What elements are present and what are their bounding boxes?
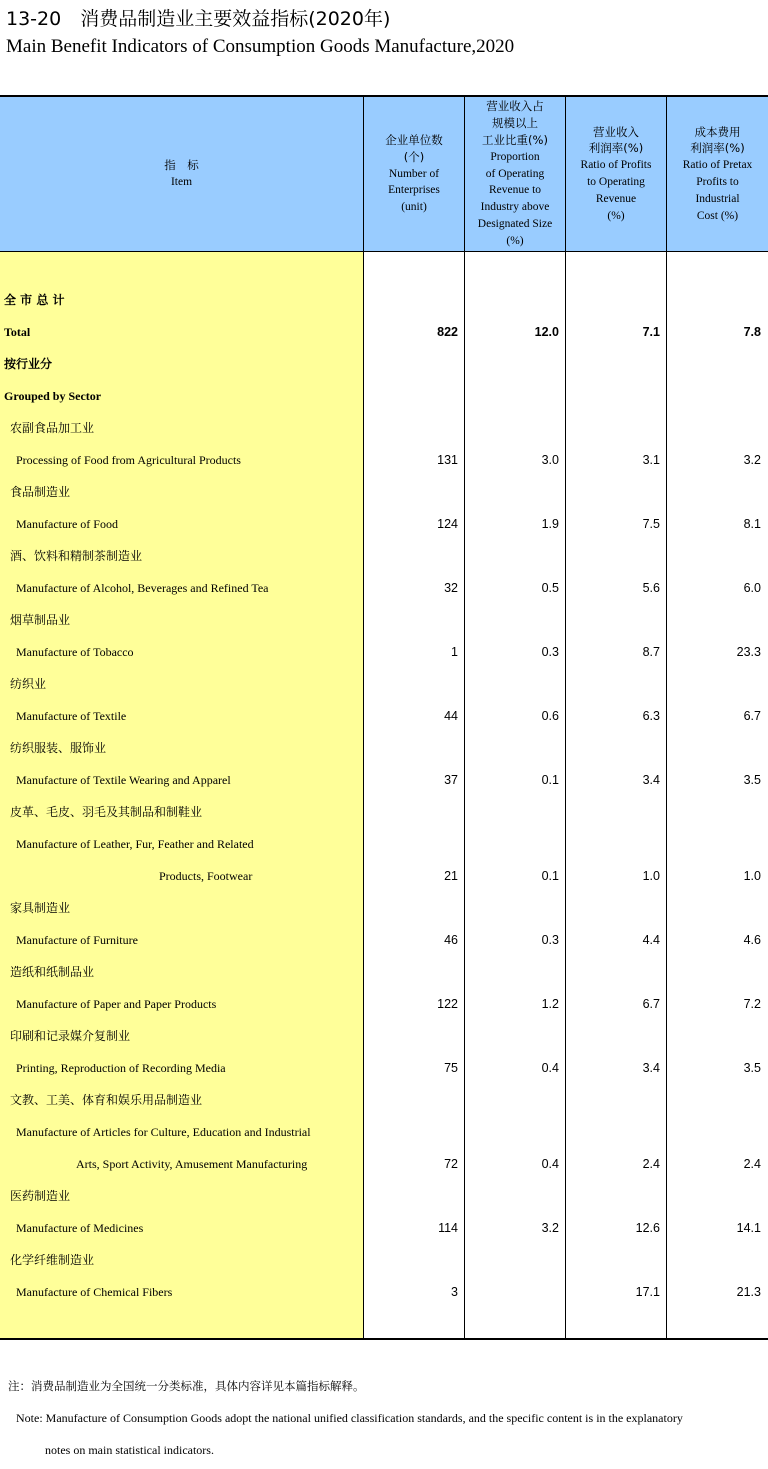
row-value: 8.7 <box>642 645 660 659</box>
row-label: Manufacture of Chemical Fibers <box>16 1285 173 1299</box>
row-value: 6.3 <box>642 709 660 723</box>
row-label: Printing, Reproduction of Recording Media <box>16 1061 226 1075</box>
row-value: 6.7 <box>642 997 660 1011</box>
table-row <box>0 1282 768 1302</box>
row-value: 3.5 <box>743 1061 761 1075</box>
row-value: 3 <box>451 1285 458 1299</box>
table-row <box>0 962 768 982</box>
table-row <box>0 930 768 950</box>
row-value: 21 <box>444 869 458 883</box>
row-label: Manufacture of Medicines <box>16 1221 144 1235</box>
row-value: 124 <box>437 517 458 531</box>
table-row <box>0 354 768 374</box>
row-value: 7.1 <box>642 325 660 339</box>
row-value: 7.8 <box>743 325 761 339</box>
row-value: 0.1 <box>541 773 559 787</box>
row-value: 0.6 <box>541 709 559 723</box>
row-label: 印刷和记录媒介复制业 <box>10 1029 131 1043</box>
row-value: 822 <box>437 325 458 339</box>
row-label: 农副食品加工业 <box>10 421 95 435</box>
table-row <box>0 642 768 662</box>
row-label: Manufacture of Textile Wearing and Apparel <box>16 773 231 787</box>
row-label: Manufacture of Leather, Fur, Feather and Related <box>16 837 254 851</box>
row-value: 3.2 <box>541 1221 559 1235</box>
table-row <box>0 834 768 854</box>
row-label: Grouped by Sector <box>4 389 102 403</box>
row-value: 37 <box>444 773 458 787</box>
row-label: Manufacture of Alcohol, Beverages and Refined Tea <box>16 581 269 595</box>
header-enterprises: 企业单位数 (个) Number of Enterprises (unit) <box>385 133 443 214</box>
table-row <box>0 866 768 886</box>
row-value: 3.1 <box>642 453 660 467</box>
table-row <box>0 1026 768 1046</box>
row-value: 7.5 <box>642 517 660 531</box>
row-value: 32 <box>444 581 458 595</box>
row-value: 3.2 <box>743 453 761 467</box>
row-value: 0.4 <box>541 1061 559 1075</box>
row-value: 44 <box>444 709 458 723</box>
row-label: 纺织业 <box>10 677 47 691</box>
row-value: 12.0 <box>534 325 559 339</box>
row-label: Manufacture of Textile <box>16 709 127 723</box>
row-value: 17.1 <box>635 1285 660 1299</box>
table-row <box>0 290 768 310</box>
row-label: 酒、饮料和精制茶制造业 <box>10 549 143 563</box>
table-row <box>0 802 768 822</box>
row-label: 造纸和纸制品业 <box>10 965 95 979</box>
header-item <box>0 97 363 251</box>
row-label: 家具制造业 <box>10 901 71 915</box>
header-profit-ratio: 营业收入 利润率(%) Ratio of Profits to Operating Revenue (%) <box>580 124 652 222</box>
row-label: 全 市 总 计 <box>4 293 65 307</box>
row-value: 3.4 <box>642 1061 660 1075</box>
table-row <box>0 706 768 726</box>
row-value: 2.4 <box>642 1157 660 1171</box>
table-row <box>0 1090 768 1110</box>
row-value: 1.2 <box>541 997 559 1011</box>
row-value: 1.0 <box>642 869 660 883</box>
row-value: 3.0 <box>541 453 559 467</box>
row-value: 0.1 <box>541 869 559 883</box>
row-label: Processing of Food from Agricultural Products <box>16 453 241 467</box>
page-title-cn: 13-20 消费品制造业主要效益指标(2020年) <box>6 8 391 30</box>
row-value: 75 <box>444 1061 458 1075</box>
table-row <box>0 514 768 534</box>
row-value: 114 <box>438 1221 458 1235</box>
row-label: Manufacture of Paper and Paper Products <box>16 997 217 1011</box>
table-row <box>0 674 768 694</box>
table-row <box>0 322 768 342</box>
header-item-cn: 指 标 <box>164 158 199 173</box>
row-label: 纺织服装、服饰业 <box>10 741 107 755</box>
row-value: 8.1 <box>743 517 761 531</box>
row-value: 6.0 <box>743 581 761 595</box>
row-value: 14.1 <box>736 1221 761 1235</box>
note-en-line1: Note: Manufacture of Consumption Goods adopt the national unified classification standards, and the specific content is in the explanatory <box>16 1411 683 1425</box>
row-label: Manufacture of Tobacco <box>16 645 134 659</box>
row-value: 5.6 <box>642 581 660 595</box>
row-value: 23.3 <box>736 645 761 659</box>
row-value: 12.6 <box>635 1221 660 1235</box>
table-row <box>0 1250 768 1270</box>
table-row <box>0 1122 768 1142</box>
row-label: 皮革、毛皮、羽毛及其制品和制鞋业 <box>10 805 203 819</box>
row-label: Arts, Sport Activity, Amusement Manufacturing <box>76 1157 308 1171</box>
table-row <box>0 994 768 1014</box>
table-row <box>0 1154 768 1174</box>
row-value: 0.4 <box>541 1157 559 1171</box>
row-value: 4.4 <box>642 933 660 947</box>
row-value: 1.0 <box>743 869 761 883</box>
note-cn: 注：消费品制造业为全国统一分类标准，具体内容详见本篇指标解释。 <box>8 1379 365 1393</box>
table-row <box>0 898 768 918</box>
row-label: 食品制造业 <box>10 485 71 499</box>
row-value: 3.5 <box>743 773 761 787</box>
row-value: 2.4 <box>743 1157 761 1171</box>
table-row <box>0 738 768 758</box>
row-value: 21.3 <box>736 1285 761 1299</box>
row-label: Products, Footwear <box>159 869 253 883</box>
row-label: 文教、工美、体育和娱乐用品制造业 <box>10 1093 203 1107</box>
row-label: 按行业分 <box>4 357 53 371</box>
row-value: 6.7 <box>743 709 761 723</box>
table-row <box>0 482 768 502</box>
row-value: 0.5 <box>541 581 559 595</box>
item-column-highlight <box>0 252 363 1338</box>
row-label: Manufacture of Articles for Culture, Education and Industrial <box>16 1125 311 1139</box>
table-row <box>0 610 768 630</box>
header-proportion: 营业收入占 规模以上 工业比重(%) Proportion of Operating Revenue to Industry above Designated Size (%) <box>477 99 553 247</box>
row-value: 7.2 <box>743 997 761 1011</box>
table-row <box>0 578 768 598</box>
header-cost-ratio: 成本费用 利润率(%) Ratio of Pretax Profits to Industrial Cost (%) <box>682 124 753 222</box>
row-label: 化学纤维制造业 <box>10 1253 95 1267</box>
row-value: 3.4 <box>642 773 660 787</box>
row-value: 131 <box>437 453 458 467</box>
row-value: 1.9 <box>541 517 559 531</box>
table-header-rule <box>0 251 768 252</box>
table-row <box>0 418 768 438</box>
row-value: 72 <box>444 1157 458 1171</box>
row-value: 0.3 <box>541 933 559 947</box>
table-row <box>0 546 768 566</box>
table-row <box>0 770 768 790</box>
table-bottom-rule <box>0 1338 768 1340</box>
table-row <box>0 386 768 406</box>
table-row <box>0 1218 768 1238</box>
row-value: 0.3 <box>541 645 559 659</box>
page-title-en: Main Benefit Indicators of Consumption Goods Manufacture,2020 <box>6 36 515 57</box>
row-label: Manufacture of Furniture <box>16 933 138 947</box>
row-value: 122 <box>437 997 458 1011</box>
row-value: 46 <box>444 933 458 947</box>
table-row <box>0 1186 768 1206</box>
row-label: 医药制造业 <box>10 1189 71 1203</box>
row-label: Manufacture of Food <box>16 517 118 531</box>
row-value: 1 <box>451 645 458 659</box>
note-en-line2: notes on main statistical indicators. <box>45 1443 214 1457</box>
row-label: 烟草制品业 <box>10 613 71 627</box>
table-row <box>0 450 768 470</box>
header-item-en: Item <box>170 176 193 188</box>
row-label: Total <box>4 325 31 339</box>
row-value: 4.6 <box>743 933 761 947</box>
table-row <box>0 1058 768 1078</box>
